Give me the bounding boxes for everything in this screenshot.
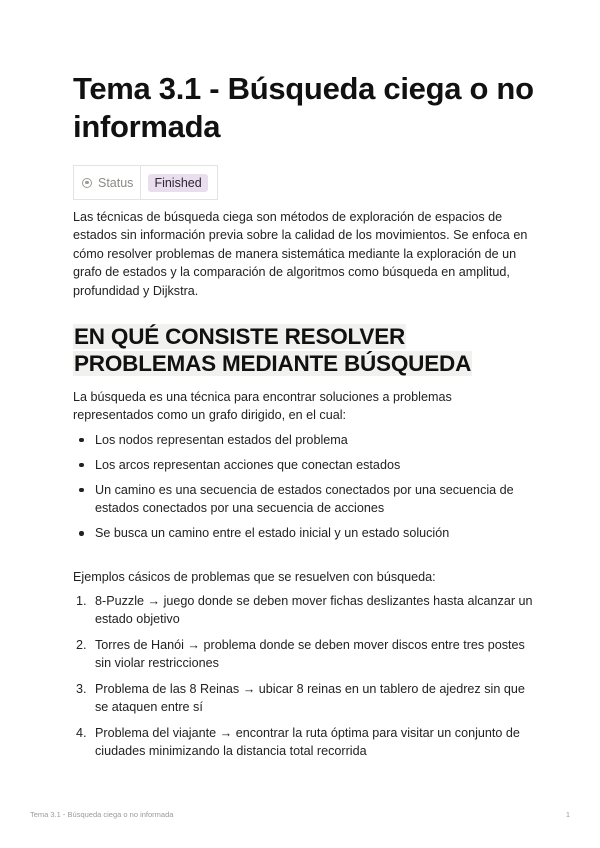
status-icon [82, 178, 92, 188]
section-heading [73, 323, 535, 377]
list-item: Un camino es una secuencia de estados conectados por una secuencia de estados conectados por una secuencia de acciones [73, 481, 535, 518]
list-item [73, 636, 535, 673]
list-item-text: 8-Puzzle → juego donde se deben mover fichas deslizantes hasta alcanzar un estado objetivo [95, 594, 533, 627]
section-paragraph: La búsqueda es una técnica para encontrar soluciones a problemas representados como un grafo dirigido, en el cual: [73, 390, 452, 423]
footer-title: Tema 3.1 - Búsqueda ciega o no informada [30, 810, 174, 819]
list-item [73, 592, 535, 629]
page-title: Tema 3.1 - Búsqueda ciega o no informada [73, 71, 534, 144]
list-item-text: Torres de Hanói → problema donde se deben mover discos entre tres postes sin violar restricciones [95, 637, 525, 671]
status-label: Status [98, 175, 134, 190]
status-property-key [74, 166, 141, 199]
status-property-value[interactable] [141, 166, 216, 199]
list-item: Los nodos representan estados del problema [73, 431, 535, 449]
intro-paragraph: Las técnicas de búsqueda ciega son métodos de exploración de espacios de estados sin información previa sobre la calidad de los movimientos. Se enfoca en cómo resolver problemas de manera sistemática mediante la exploración de un grafo de estados y la comparación de algoritmos como búsqueda en amplitud, profundidad y Dijkstra. [73, 210, 528, 298]
list-item-text: Problema de las 8 Reinas → ubicar 8 reinas en un tablero de ajedrez sin que se ataquen entre sí [95, 681, 525, 715]
examples-intro: Ejemplos cásicos de problemas que se resuelven con búsqueda: [73, 569, 436, 584]
list-item: Se busca un camino entre el estado inicial y un estado solución [73, 524, 535, 542]
examples-list [73, 592, 535, 760]
list-item-text: Problema del viajante → encontrar la ruta óptima para visitar un conjunto de ciudades minimizando la distancia total recorrida [95, 725, 520, 758]
footer-page-number: 1 [565, 810, 570, 819]
list-item [73, 680, 535, 717]
properties-table [73, 165, 218, 200]
list-number: 2. [76, 637, 87, 652]
page-footer [30, 810, 570, 822]
section-heading-text: EN QUÉ CONSISTE RESOLVER PROBLEMAS MEDIANTE BÚSQUEDA [74, 324, 472, 377]
list-number: 1. [76, 594, 87, 609]
list-item: Los arcos representan acciones que conectan estados [73, 456, 535, 474]
list-item [73, 724, 535, 761]
bullet-list [73, 431, 535, 543]
list-number: 4. [76, 725, 87, 740]
status-badge[interactable]: Finished [148, 174, 207, 192]
document-page [73, 70, 535, 767]
list-number: 3. [76, 681, 87, 696]
